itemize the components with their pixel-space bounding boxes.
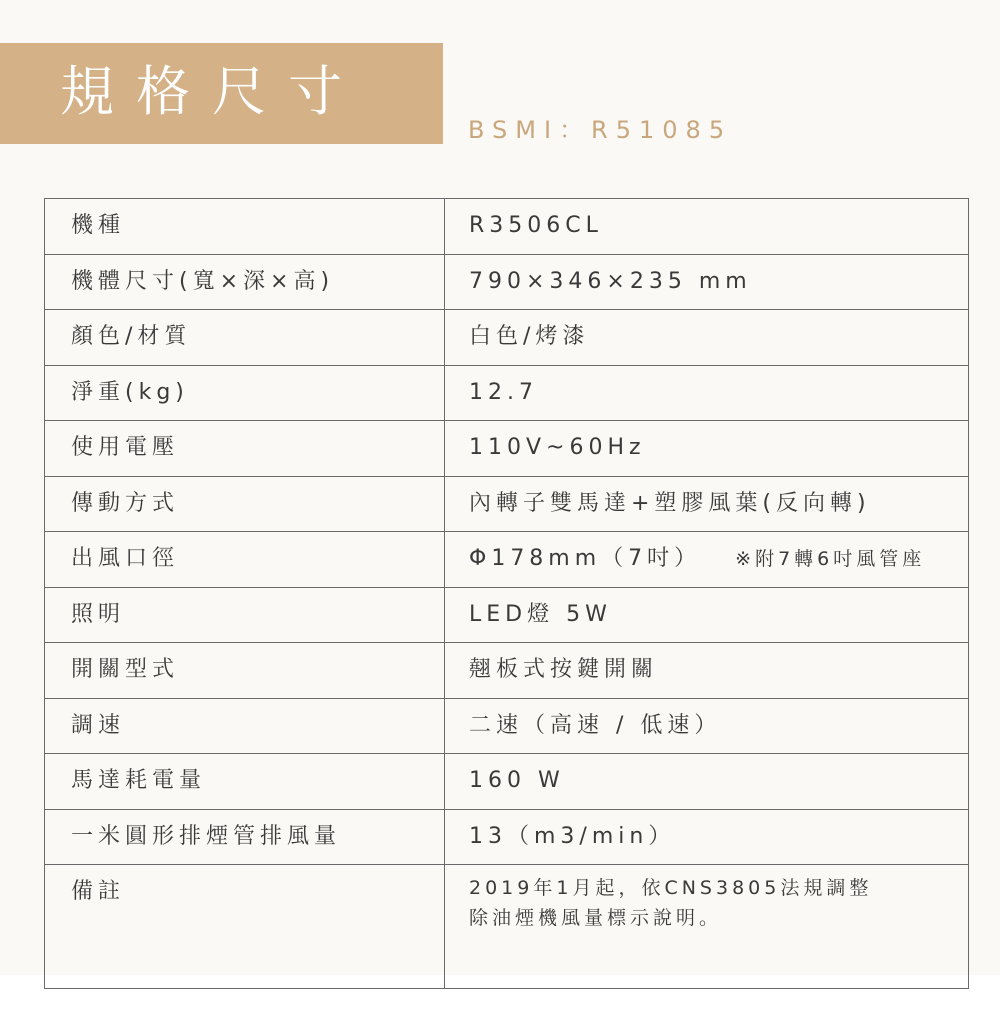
remark-text <box>469 873 872 933</box>
spec-value: LED燈 5W <box>469 601 612 627</box>
spec-value-group <box>469 532 925 586</box>
spec-value: Φ178mm（7吋） <box>469 546 702 571</box>
spec-value: 12.7 <box>469 379 538 405</box>
spec-label: 備註 <box>71 879 126 904</box>
spec-label: 使用電壓 <box>71 435 180 460</box>
spec-row-voltage <box>45 421 968 477</box>
spec-label: 傳動方式 <box>71 490 180 516</box>
spec-row-drive <box>45 477 968 533</box>
spec-row-airflow <box>45 810 968 866</box>
spec-label: 照明 <box>71 601 126 627</box>
spec-label: 馬達耗電量 <box>71 768 207 793</box>
spec-label: 開關型式 <box>71 657 180 682</box>
spec-value: 內轉子雙馬達+塑膠風葉(反向轉) <box>469 490 871 516</box>
spec-value: 二速（高速 / 低速） <box>469 712 722 738</box>
spec-label: 淨重(kg) <box>71 379 189 405</box>
spec-value: R3506CL <box>469 213 603 238</box>
bsmi-code: BSMI：R51085 <box>468 116 733 144</box>
spec-label: 顏色/材質 <box>71 324 192 349</box>
spec-note: ※附7轉6吋風管座 <box>735 548 926 570</box>
spec-row-outlet <box>45 532 968 588</box>
spec-row-lighting <box>45 588 968 644</box>
spec-row-color-material <box>45 310 968 366</box>
remark-line: 2019年1月起，依CNS3805法規調整 <box>469 877 873 899</box>
spec-label: 一米圓形排煙管排風量 <box>71 823 342 849</box>
spec-label: 機種 <box>71 213 126 238</box>
spec-value: 110V~60Hz <box>469 435 646 460</box>
spec-label: 調速 <box>71 712 126 738</box>
spec-table <box>44 198 969 989</box>
spec-row-speed <box>45 699 968 755</box>
spec-value: 790×346×235 mm <box>469 268 752 294</box>
spec-row-switch <box>45 643 968 699</box>
spec-row-weight <box>45 366 968 422</box>
page-title: 規格尺寸 <box>60 60 364 123</box>
spec-row-model <box>45 199 968 255</box>
spec-value: 白色/烤漆 <box>469 324 590 349</box>
spec-label: 出風口徑 <box>71 546 180 571</box>
spec-row-remark <box>45 865 968 990</box>
spec-value: 13（m3/min） <box>469 823 676 849</box>
spec-label: 機體尺寸(寬×深×高) <box>71 268 335 294</box>
spec-row-dimensions <box>45 255 968 311</box>
spec-value: 160 W <box>469 768 565 793</box>
remark-line: 除油煙機風量標示說明。 <box>469 907 723 929</box>
spec-row-power <box>45 754 968 810</box>
spec-value: 翹板式按鍵開關 <box>469 657 659 682</box>
